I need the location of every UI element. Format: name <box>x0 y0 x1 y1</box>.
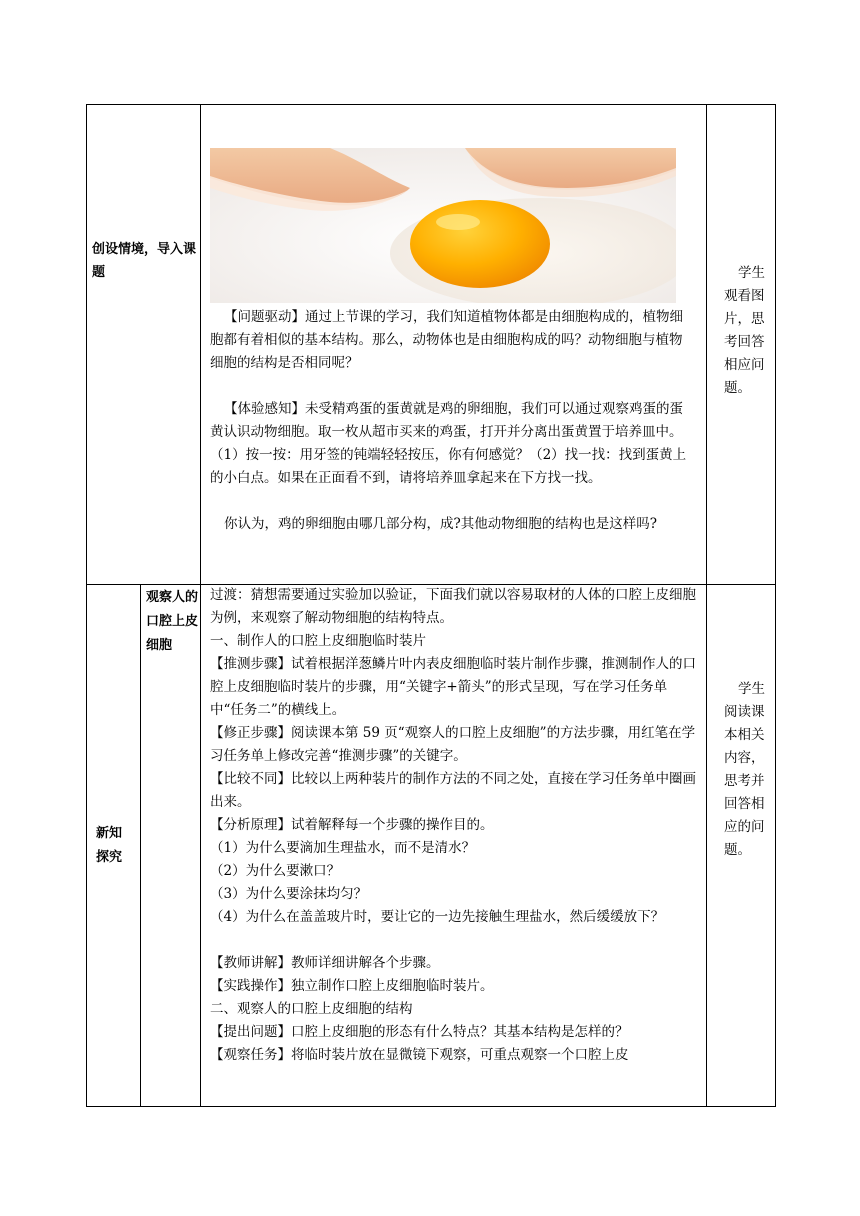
table-border-right <box>775 104 776 1107</box>
blank-line <box>210 929 698 952</box>
experience-paragraph: 【体验感知】未受精鸡蛋的蛋黄就是鸡的卵细胞，我们可以通过观察鸡蛋的蛋黄认识动物细胞。取一枚从超市买来的鸡蛋，打开并分离出蛋黄置于培养皿中。（1）按一按：用牙签的钝端轻轻按压，你有何感觉？（2）找一找：找到蛋黄上的小白点。如果在正面看不到，请将培养皿拿起来在下方找一找。 <box>210 401 687 486</box>
table-border-left <box>86 104 87 1107</box>
compare-text: 【比较不同】比较以上两种装片的制作方法的不同之处，直接在学习任务单中圈画出来。 <box>210 771 696 810</box>
column-divider-sub <box>140 584 141 1107</box>
infer-steps-text: 【推测步骤】试着根据洋葱鳞片叶内表皮细胞临时装片制作步骤，推测制作人的口腔上皮细胞临时装片的步骤，用“关键字+箭头”的形式呈现，写在学习任务单中“任务二”的横线上。 <box>210 656 696 718</box>
question-2-text: （2）为什么要漱口？ <box>210 863 341 879</box>
egg-yolk-photo <box>210 148 676 303</box>
row1-student-activity: 学生观看图片，思考回答相应问题。 <box>724 265 765 396</box>
row2-student-activity: 学生阅读课本相关内容，思考并回答相应的问题。 <box>724 681 765 858</box>
row1-section-label: 创设情境，导入课题 <box>92 242 197 280</box>
column-divider-1 <box>200 104 201 1107</box>
section-two-heading: 二、观察人的口腔上皮细胞的结构 <box>210 1001 413 1017</box>
table-border-top <box>86 104 775 105</box>
section-one-heading: 一、制作人的口腔上皮细胞临时装片 <box>210 633 426 649</box>
question-paragraph: 你认为，鸡的卵细胞由哪几部分构，成?其他动物细胞的结构也是这样吗? <box>224 516 657 532</box>
teacher-explain-text: 【教师讲解】教师详细讲解各个步骤。 <box>210 955 440 971</box>
column-divider-2 <box>706 104 707 1107</box>
question-4-text: （4）为什么在盖盖玻片时，要让它的一边先接触生理盐水，然后缓缓放下？ <box>210 909 665 925</box>
ask-question-text: 【提出问题】口腔上皮细胞的形态有什么特点？其基本结构是怎样的？ <box>210 1024 629 1040</box>
question-1-text: （1）为什么要滴加生理盐水，而不是清水？ <box>210 840 476 856</box>
row2-content <box>210 584 698 1067</box>
practice-text: 【实践操作】独立制作口腔上皮细胞临时装片。 <box>210 978 494 994</box>
observe-task-text: 【观察任务】将临时装片放在显微镜下观察，可重点观察一个口腔上皮 <box>210 1047 629 1063</box>
egg-yolk-image <box>210 148 676 303</box>
transition-text: 过渡：猜想需要通过实验加以验证，下面我们就以容易取材的人体的口腔上皮细胞为例，来观察了解动物细胞的结构特点。 <box>210 587 696 626</box>
row2-sub-label: 观察人的口腔上皮细胞 <box>146 590 199 653</box>
question-3-text: （3）为什么要涂抹均匀？ <box>210 886 368 902</box>
correct-steps-text: 【修正步骤】阅读课本第 59 页“观察人的口腔上皮细胞”的方法步骤，用红笔在学习任务单上修改完善“推测步骤”的关键字。 <box>210 725 696 764</box>
analyze-text: 【分析原理】试着解释每一个步骤的操作目的。 <box>210 817 494 833</box>
row2-section-label: 新知探究 <box>96 826 123 865</box>
problem-driven-paragraph: 【问题驱动】通过上节课的学习，我们知道植物体都是由细胞构成的，植物细胞都有着相似的基本结构。那么，动物体也是由细胞构成的吗？动物细胞与植物细胞的结构是否相同呢？ <box>210 309 683 371</box>
table-border-bottom <box>86 1106 775 1107</box>
